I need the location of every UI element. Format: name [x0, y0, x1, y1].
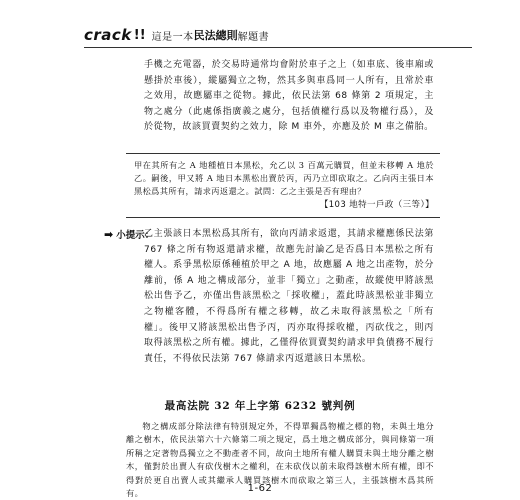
- question-box: [126, 153, 440, 218]
- intro-paragraph: 手機之充電器，於交易時通常均會附於車子之上（如車底、後車廂或懸掛於車後），縱屬獨立之物，然其多與車爲同一人所有，且常於車之效用，故應屬車之從物。據此，依民法第 68 條第 2 項規定，主物之處分（此處係指廣義之處分，包括債權行爲以及物權行爲），及於從物，故該買賣契約之效力，除 M 車外，亦應及於 M 車之備胎。: [144, 60, 434, 132]
- header-divider: [84, 47, 472, 48]
- arrow-right-icon: ➡: [104, 227, 114, 241]
- case-title: 最高法院 32 年上字第 6232 號判例: [164, 400, 356, 412]
- question-text: 甲在其所有之 A 地種植日本黑松，允乙以 3 百萬元購買，但並未移轉 A 地於乙。嗣後，甲又將 A 地日本黑松出賣於丙，丙乃立即砍取之。乙向丙主張日本黑松爲其所有，請求丙返還之。試問：乙之主張是否有理由？: [134, 160, 434, 196]
- book-title-prefix: 這是一本: [151, 31, 194, 43]
- brand-mark: !!: [133, 27, 146, 43]
- brand-logo: crack: [84, 26, 132, 44]
- book-title-suffix: 解題書: [237, 31, 270, 43]
- page-number: 1-62: [247, 483, 273, 494]
- book-title-main: 民法總則: [193, 29, 238, 42]
- hint-label: 小提示：: [116, 230, 155, 241]
- page-header: [84, 24, 269, 46]
- question-source: 【103 地特一戶政（三等）】: [319, 200, 434, 210]
- case-body: 物之構成部分除法律有特別規定外，不得單獨爲物權之標的物，未與土地分離之樹木，依民法第六十六條第二項之規定，爲土地之構成部分，與同條第一項所稱之定著物爲獨立之不動產者不同，故向土地所有權人購買未與土地分離之樹木，僅對於出賣人有砍伐樹木之權利，在未砍伐以前未取得該樹木所有權，即不得對於更自出賣人或其繼承人購買該樹木而砍取之第三人，主張該樹木爲其所有。: [126, 421, 434, 499]
- hint-body: 乙主張該日本黑松爲其所有，欲向丙請求返還，其請求權應係民法第 767 條之所有物返還請求權，故應先討論乙是否爲日本黑松之所有權人。系爭黑松原係種植於甲之 A 地，故應屬 A 地之出產物，於分離前，係 A 地之構成部分，並非「獨立」之動產，故縱使甲將該黑松出售予乙，亦僅出售該黑松之「採收權」，蓋此時該黑松並非獨立之物權客體，不得爲所有權之移轉，故乙未取得該黑松之「所有權」。後甲又將該黑松出售予丙，丙亦取得採收權，丙砍伐之，則丙取得該黑松之所有權。據此，乙僅得依買賣契約請求甲負債務不履行責任，不得依民法第 767 條請求丙返還該日本黑松。: [144, 229, 434, 364]
